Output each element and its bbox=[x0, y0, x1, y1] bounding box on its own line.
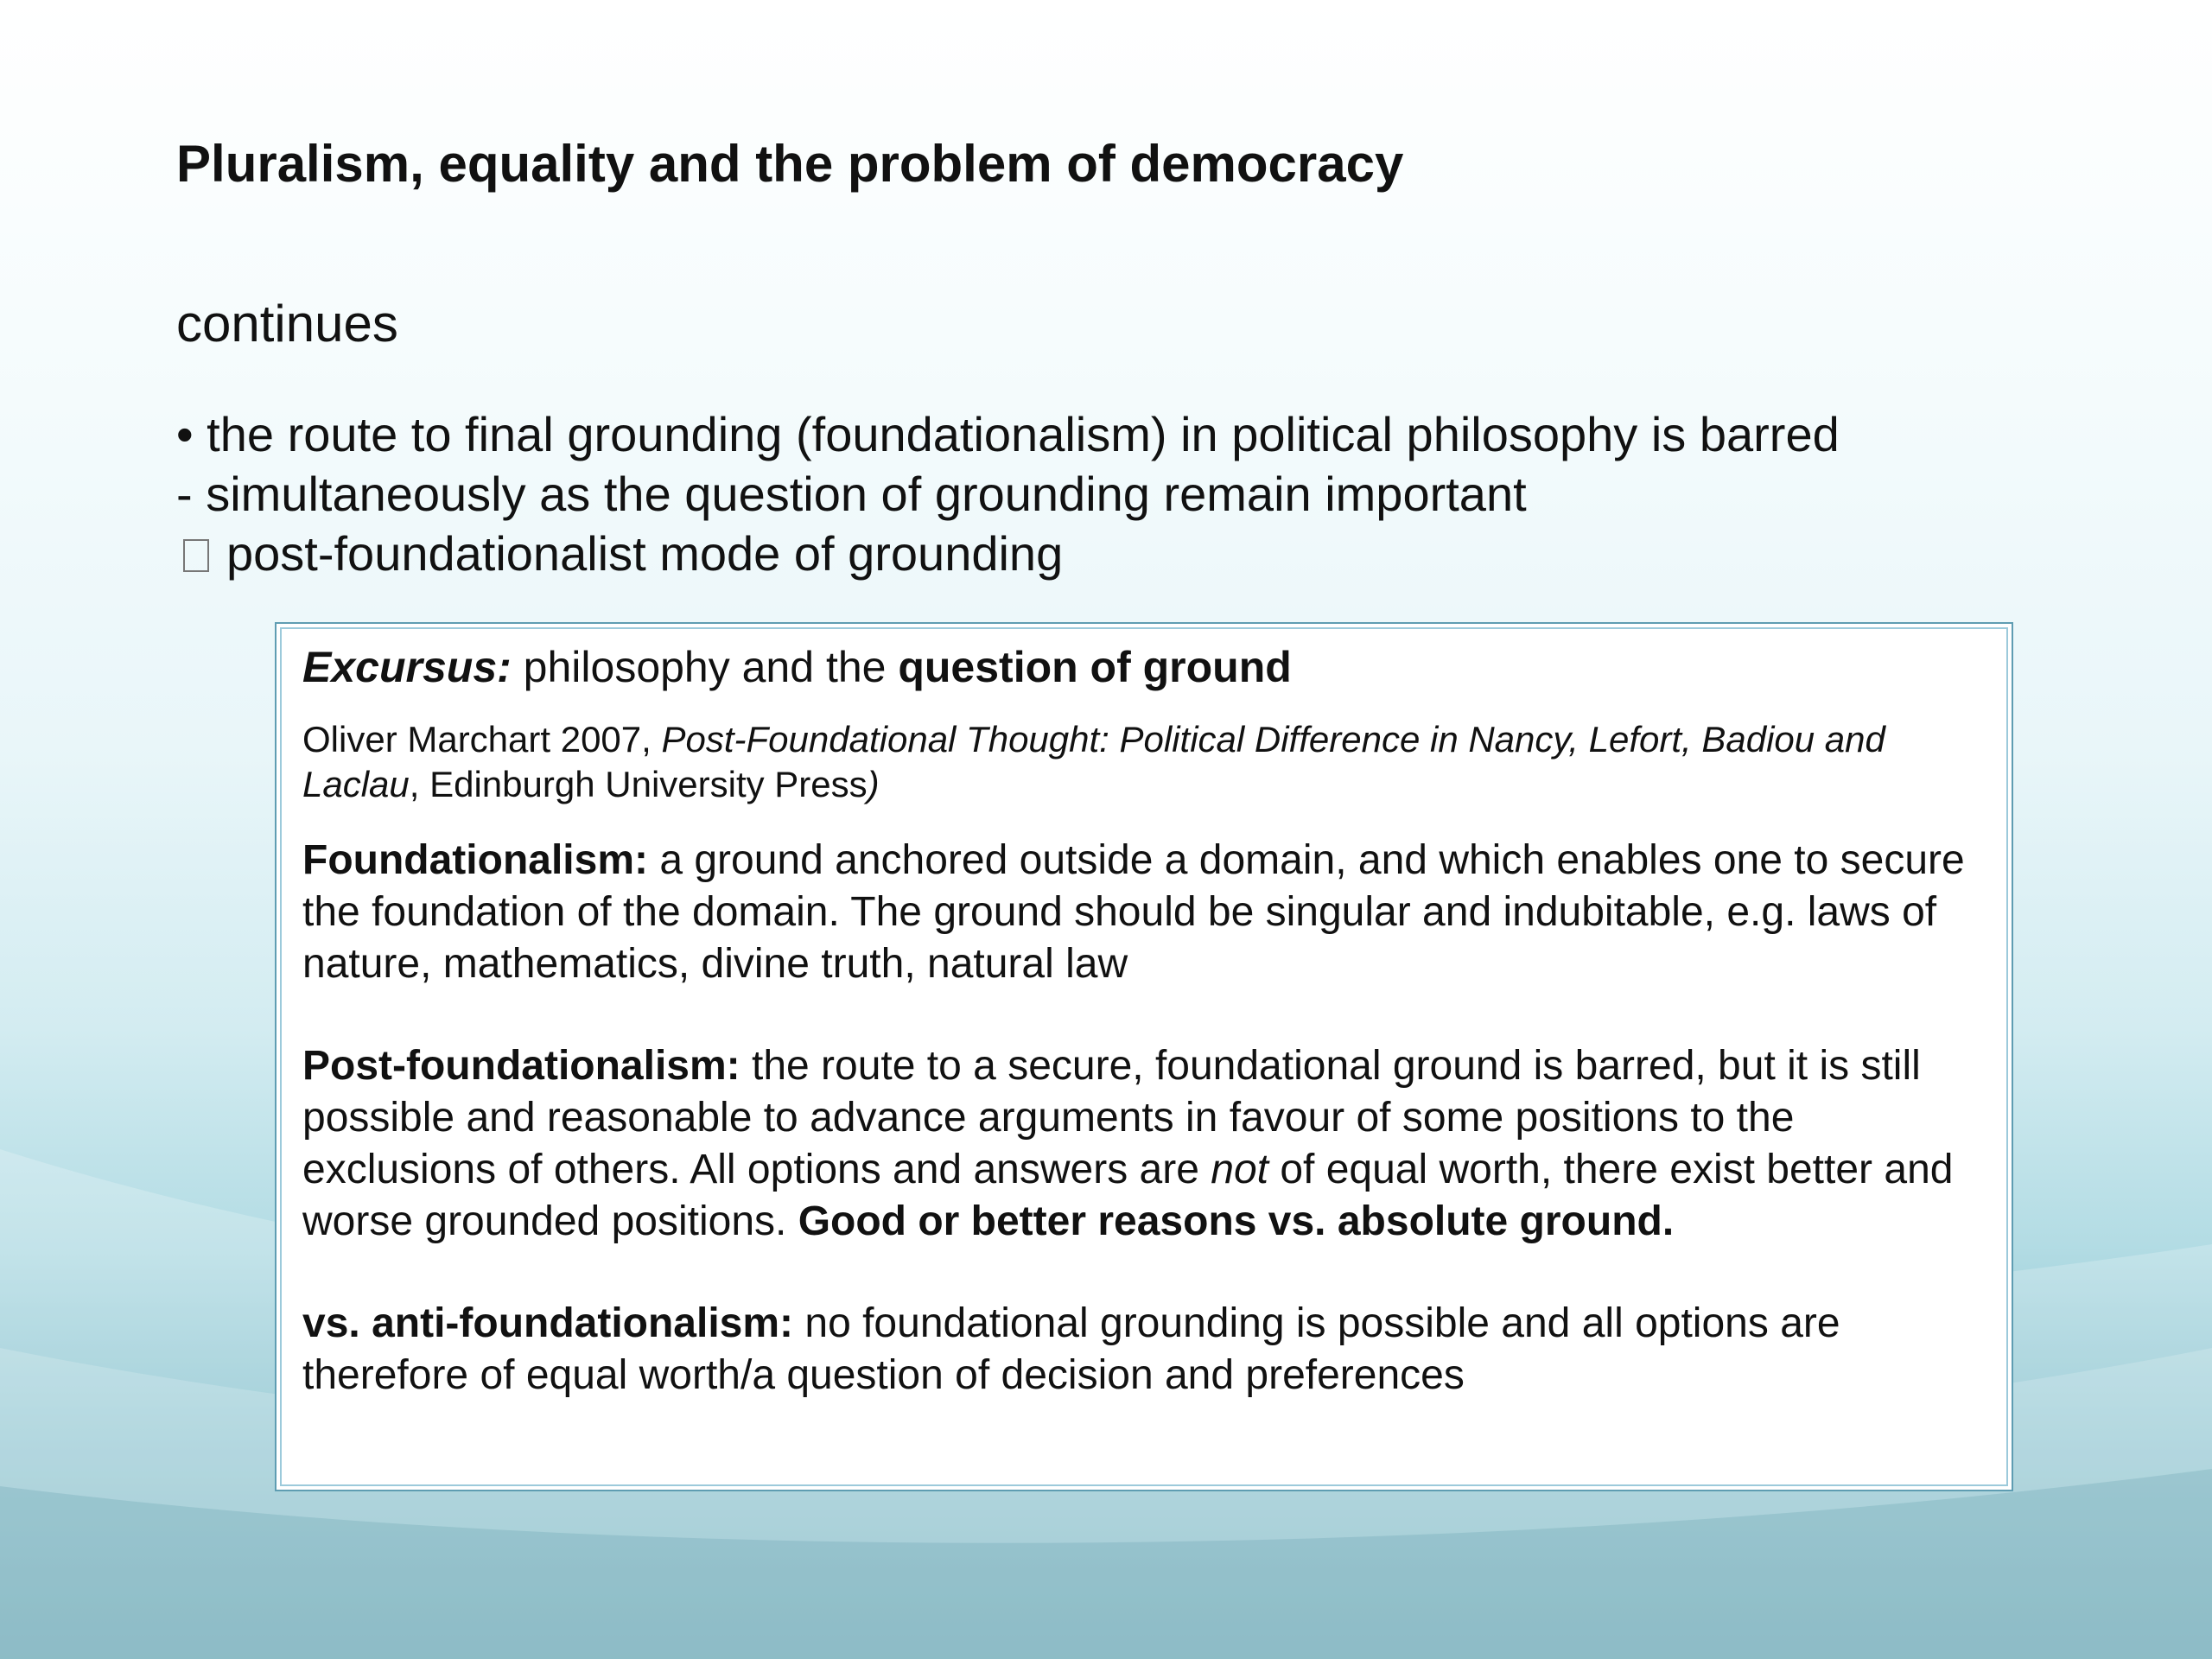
foundationalism-term: Foundationalism: bbox=[302, 837, 648, 883]
slide-subtitle: continues bbox=[176, 295, 398, 353]
missing-glyph-icon bbox=[183, 539, 209, 572]
excursus-heading-emphasis: question of ground bbox=[898, 643, 1292, 691]
bullet-points bbox=[176, 404, 1840, 583]
foundationalism-definition bbox=[302, 835, 1982, 990]
post-foundationalism-term: Post-foundationalism: bbox=[302, 1043, 741, 1089]
excursus-label: Excursus: bbox=[302, 643, 512, 691]
citation-close: ) bbox=[867, 764, 880, 804]
post-foundationalism-text-2: of equal worth, there exist better and worse grounded positions. bbox=[302, 1147, 1954, 1244]
bullet-point-1: • the route to final grounding (foundationalism) in political philosophy is barred bbox=[176, 407, 1840, 461]
post-foundationalism-not: not bbox=[1211, 1147, 1268, 1192]
citation bbox=[302, 717, 1982, 807]
citation-publisher: , Edinburgh University Press bbox=[409, 764, 868, 804]
bullet-point-2: - simultaneously as the question of grounding remain important bbox=[176, 467, 1527, 521]
slide-title: Pluralism, equality and the problem of democracy bbox=[176, 135, 1404, 193]
bullet-point-3-text: post-foundationalist mode of grounding bbox=[226, 526, 1064, 581]
anti-foundationalism-definition bbox=[302, 1298, 1982, 1402]
citation-author: Oliver Marchart 2007, bbox=[302, 719, 662, 760]
bullet-point-3 bbox=[176, 524, 1840, 583]
excursus-heading-middle: philosophy and the bbox=[511, 643, 899, 691]
post-foundationalism-text-1: the route to a secure, foundational ground is barred, but it is still possible and reasonable to advance arguments in favour of some positions to the exclusions of others. All options and answers are bbox=[302, 1043, 1921, 1192]
post-foundationalism-conclusion: Good or better reasons vs. absolute ground. bbox=[798, 1198, 1675, 1244]
excursus-box bbox=[275, 622, 2013, 1491]
citation-title: Post-Foundational Thought: Political Difference in Nancy, Lefort, Badiou and Laclau bbox=[302, 719, 1885, 804]
anti-foundationalism-text: no foundational grounding is possible and all options are therefore of equal worth/a question of decision and preferences bbox=[302, 1300, 1840, 1398]
excursus-heading bbox=[302, 638, 1982, 696]
anti-foundationalism-term: vs. anti-foundationalism: bbox=[302, 1300, 794, 1346]
foundationalism-text: a ground anchored outside a domain, and which enables one to secure the foundation of the domain. The ground should be singular and indubitable, e.g. laws of nature, mathematics, divine truth, natural law bbox=[302, 837, 1965, 987]
post-foundationalism-definition bbox=[302, 1040, 1982, 1248]
